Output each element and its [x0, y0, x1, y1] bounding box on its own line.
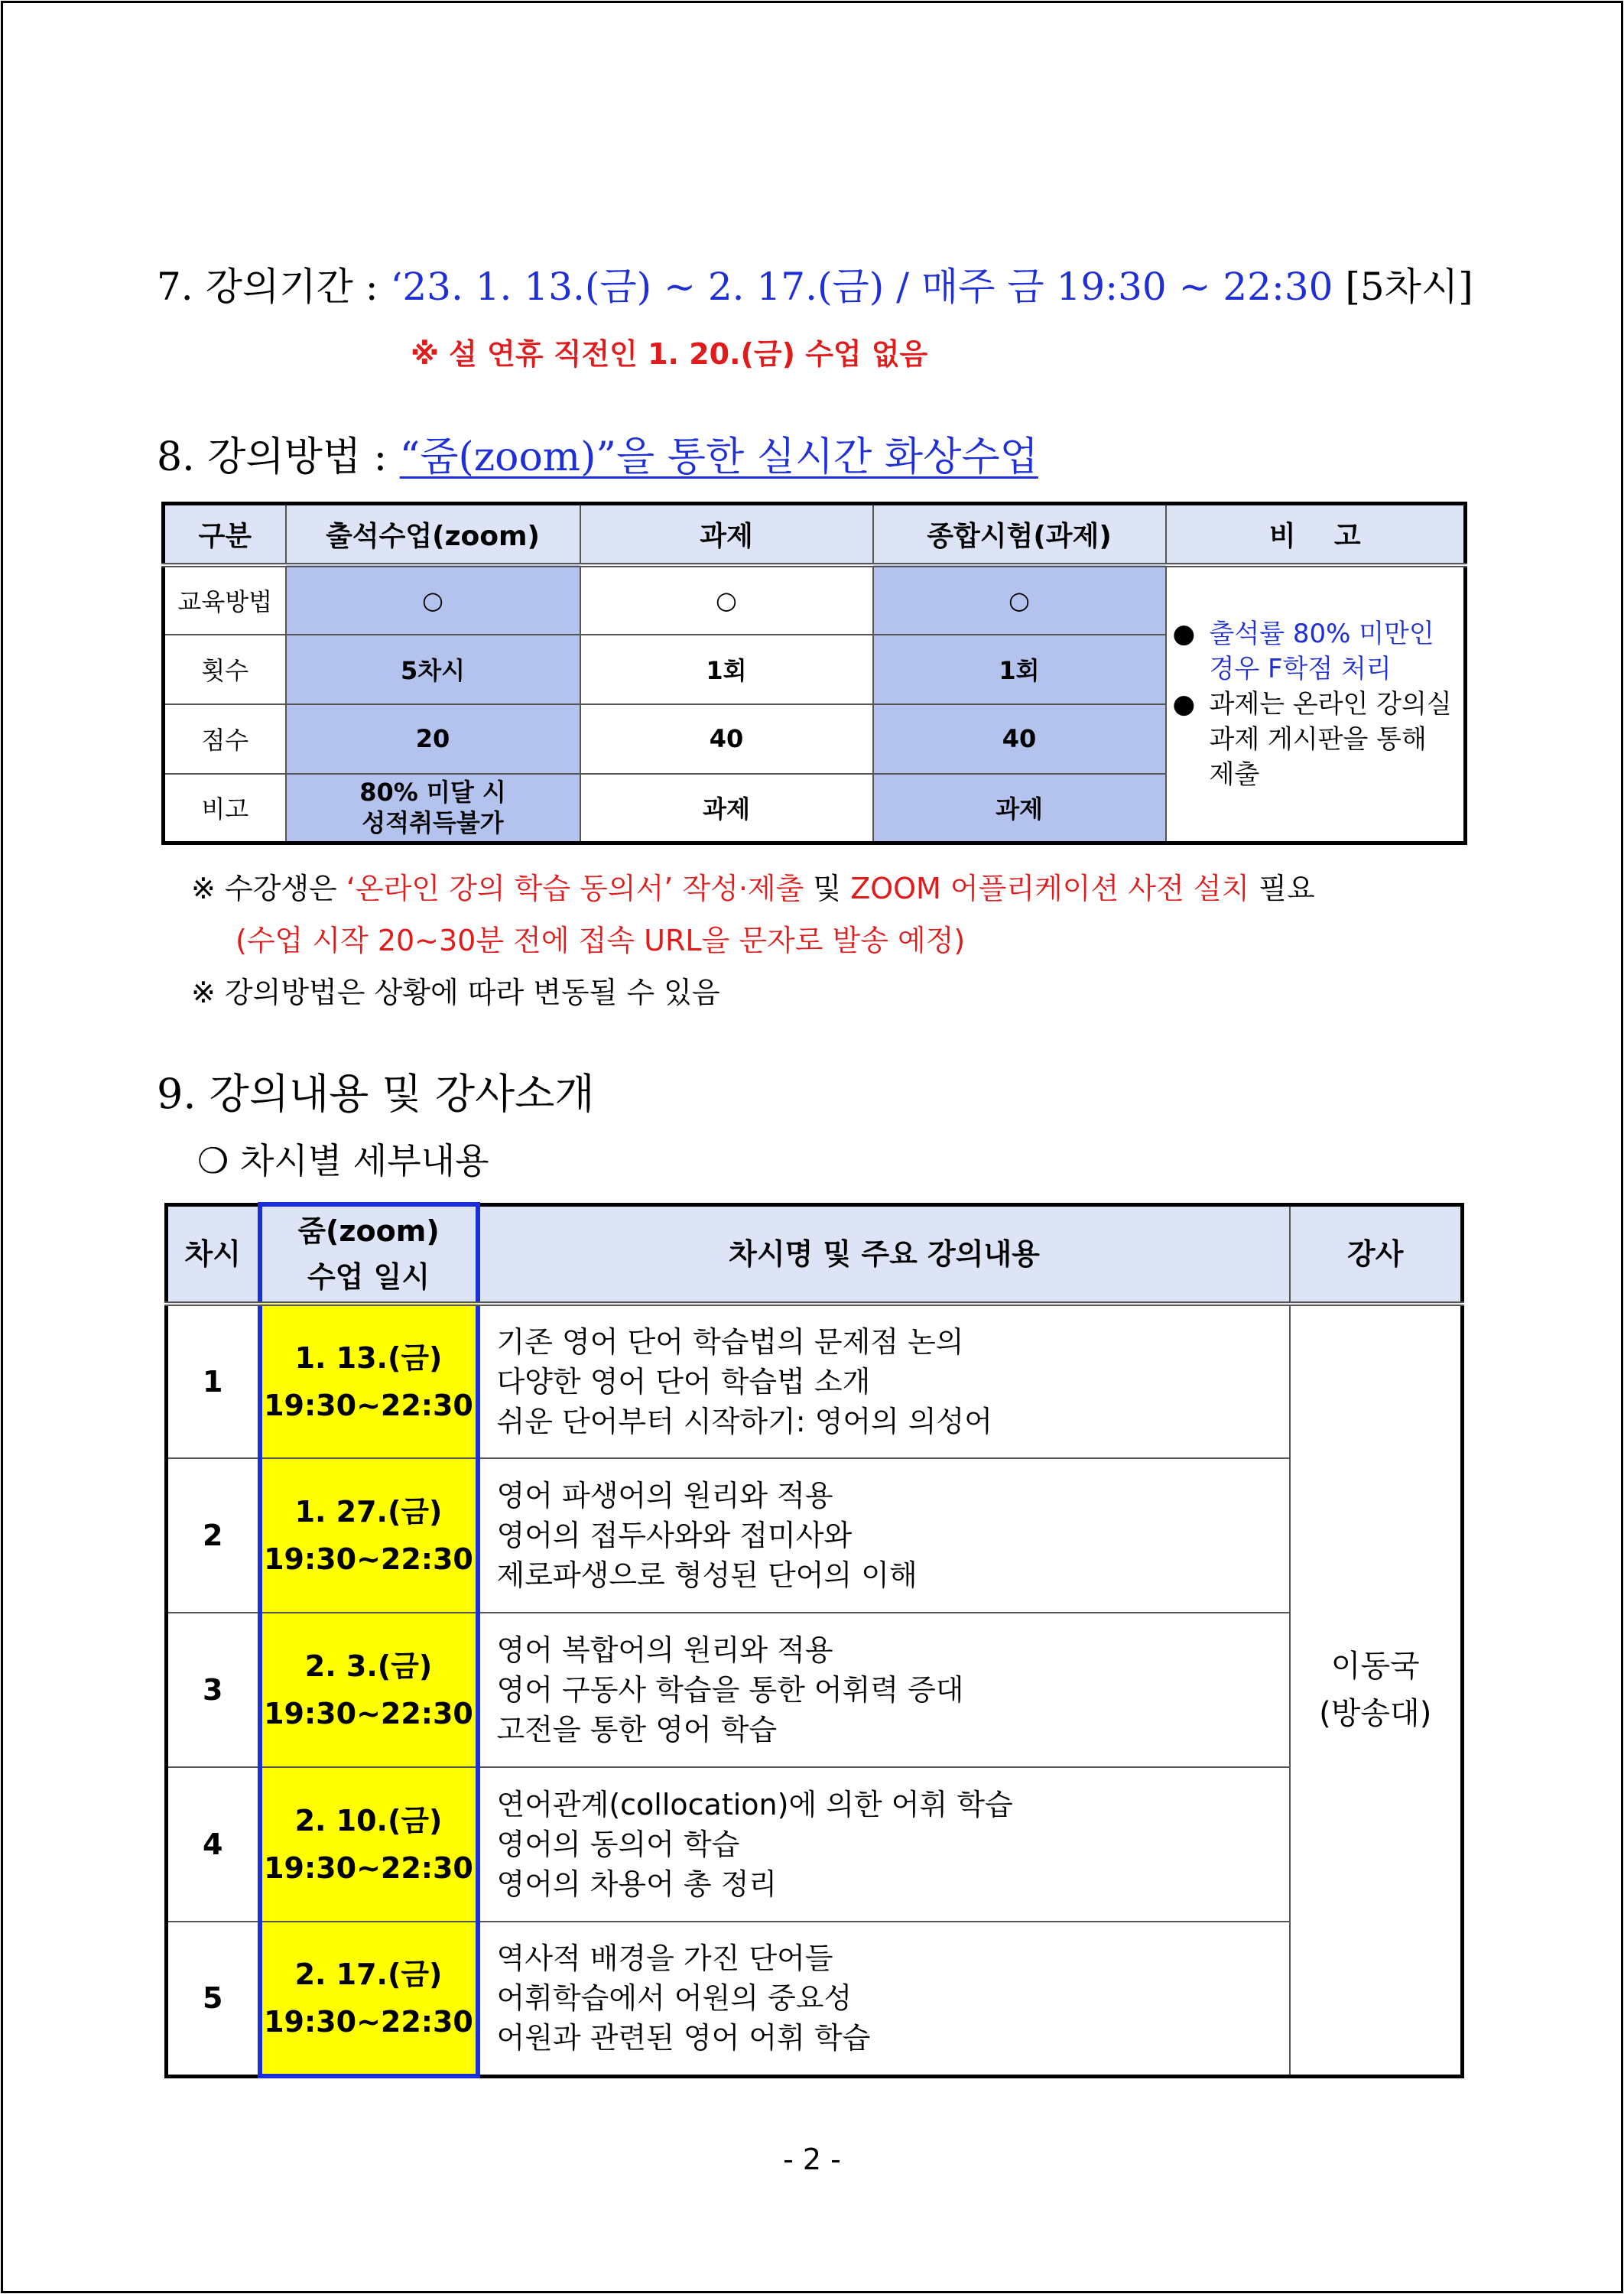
header-remarks: 비 고 — [1166, 504, 1466, 565]
header-assignment: 과제 — [580, 504, 873, 565]
cell-line: 성적취득불가 — [362, 808, 504, 838]
remark-item — [1173, 687, 1458, 792]
header-category: 구분 — [164, 504, 286, 565]
date-text: 1. 13.(금) — [294, 1341, 443, 1375]
header-line: 줌(zoom) — [297, 1214, 440, 1248]
content-line: 고전을 통한 영어 학습 — [496, 1713, 778, 1746]
session-content — [478, 1767, 1290, 1922]
session-number: 5 — [167, 1922, 260, 2076]
table-row — [164, 565, 1466, 635]
content-line: 어휘학습에서 어원의 중요성 — [496, 1981, 853, 2016]
header-session: 차시 — [167, 1204, 260, 1304]
remark-line: 제출 — [1209, 759, 1260, 790]
session-number: 3 — [167, 1613, 260, 1767]
note-1 — [191, 863, 1315, 915]
note-text: ※ 수강생은 — [191, 872, 346, 905]
schedule-table — [164, 1202, 1464, 2078]
note-1-line-2: (수업 시작 20~30분 전에 접속 URL을 문자로 발송 예정) — [235, 924, 966, 957]
header-content: 차시명 및 주요 강의내용 — [478, 1204, 1290, 1304]
remark-line: 출석률 80% 미만인 — [1209, 618, 1434, 649]
note-text: 필요 — [1249, 872, 1315, 905]
time-text: 19:30~22:30 — [264, 2005, 473, 2039]
remark-text — [1210, 616, 1434, 687]
session-date — [260, 1304, 478, 1458]
lecture-period: ‘23. 1. 13.(금) ~ 2. 17.(금) / 매주 금 19:30 ~ 22:30 — [390, 265, 1333, 309]
session-count: [5차시] — [1333, 265, 1473, 309]
remark-line: 경우 F학점 처리 — [1209, 653, 1392, 684]
bullet-icon: ● — [1172, 618, 1196, 649]
session-number: 4 — [167, 1767, 260, 1922]
header-line: 수업 일시 — [307, 1260, 430, 1294]
holiday-note: ※ 설 연휴 직전인 1. 20.(금) 수업 없음 — [411, 337, 928, 371]
teacher-cell — [1290, 1304, 1463, 2076]
time-text: 19:30~22:30 — [264, 1697, 473, 1730]
cell-attendance: ○ — [286, 565, 580, 635]
method-table-header — [164, 504, 1466, 565]
cell-assignment: 과제 — [580, 774, 873, 843]
content-line: 제로파생으로 형성된 단어의 이해 — [496, 1558, 918, 1592]
content-line: 연어관계(collocation)에 의한 어휘 학습 — [496, 1788, 1013, 1821]
bullet-icon: ● — [1172, 688, 1196, 720]
session-content — [478, 1458, 1290, 1613]
session-content — [478, 1304, 1290, 1458]
session-date — [260, 1922, 478, 2076]
content-line: 영어 구동사 학습을 통한 어휘력 증대 — [496, 1673, 964, 1707]
date-text: 2. 17.(금) — [294, 1958, 443, 1991]
session-number: 2 — [167, 1458, 260, 1613]
date-text: 2. 3.(금) — [304, 1649, 433, 1683]
content-line: 영어의 접두사와와 접미사와 — [496, 1519, 853, 1552]
section-8-label: 8. 강의방법 : — [157, 434, 400, 480]
note-highlight: ‘온라인 강의 학습 동의서’ 작성·제출 — [346, 872, 804, 905]
table-row — [167, 1613, 1463, 1767]
remark-line: 과제는 온라인 강의실 — [1209, 688, 1452, 720]
section-9-subheading: ❍ 차시별 세부내용 — [197, 1140, 489, 1181]
date-text: 1. 27.(금) — [294, 1495, 443, 1529]
cell-assignment: 40 — [580, 704, 873, 774]
content-line: 영어의 차용어 총 정리 — [496, 1867, 778, 1901]
section-7-label: 7. 강의기간 : — [157, 265, 391, 309]
page-number: - 2 - — [783, 2143, 841, 2176]
table-row — [167, 1767, 1463, 1922]
row-label: 교육방법 — [164, 565, 286, 635]
method-table — [161, 502, 1467, 845]
content-line: 기존 영어 단어 학습법의 문제점 논의 — [496, 1325, 964, 1359]
header-exam: 종합시험(과제) — [873, 504, 1166, 565]
teacher-name: 이동국 — [1330, 1649, 1420, 1685]
remark-text — [1210, 687, 1452, 792]
table-row — [167, 1304, 1463, 1458]
remarks-cell — [1166, 565, 1466, 843]
content-line: 역사적 배경을 가진 단어들 — [496, 1941, 833, 1976]
remark-item — [1173, 616, 1458, 687]
cell-exam: 1회 — [873, 635, 1166, 704]
table-row — [167, 1922, 1463, 2076]
schedule-table-header — [167, 1204, 1463, 1304]
session-date — [260, 1767, 478, 1922]
content-line: 다양한 영어 단어 학습법 소개 — [496, 1365, 871, 1399]
content-line: 쉬운 단어부터 시작하기: 영어의 의성어 — [496, 1405, 992, 1438]
row-label: 횟수 — [164, 635, 286, 704]
cell-attendance — [286, 774, 580, 843]
content-line: 영어의 동의어 학습 — [496, 1828, 740, 1861]
note-highlight: ZOOM 어플리케이션 사전 설치 — [850, 872, 1250, 905]
cell-line: 80% 미달 시 — [359, 778, 506, 807]
content-line: 어원과 관련된 영어 어휘 학습 — [496, 2021, 871, 2055]
session-content — [478, 1613, 1290, 1767]
row-label: 비고 — [164, 774, 286, 843]
content-line: 영어 파생어의 원리와 적용 — [496, 1479, 833, 1513]
header-teacher: 강사 — [1290, 1204, 1463, 1304]
session-date — [260, 1458, 478, 1613]
content-line: 영어 복합어의 원리와 적용 — [496, 1633, 833, 1667]
header-attendance: 출석수업(zoom) — [286, 504, 580, 565]
time-text: 19:30~22:30 — [264, 1542, 473, 1576]
note-2: ※ 강의방법은 상황에 따라 변동될 수 있음 — [191, 976, 720, 1009]
header-date — [260, 1204, 478, 1304]
lecture-method: “줌(zoom)”을 통한 실시간 화상수업 — [399, 434, 1038, 480]
date-text: 2. 10.(금) — [294, 1804, 443, 1837]
teacher-affiliation: (방송대) — [1319, 1696, 1432, 1732]
time-text: 19:30~22:30 — [264, 1389, 473, 1422]
method-notes — [191, 863, 1315, 1019]
cell-assignment: ○ — [580, 565, 873, 635]
section-9-heading: 9. 강의내용 및 강사소개 — [157, 1070, 595, 1118]
section-7-heading — [157, 256, 1473, 311]
cell-attendance: 20 — [286, 704, 580, 774]
cell-attendance: 5차시 — [286, 635, 580, 704]
cell-exam: ○ — [873, 565, 1166, 635]
cell-exam: 과제 — [873, 774, 1166, 843]
note-text: 및 — [804, 872, 851, 905]
cell-exam: 40 — [873, 704, 1166, 774]
session-date — [260, 1613, 478, 1767]
remark-line: 과제 게시판을 통해 — [1209, 723, 1427, 755]
session-content — [478, 1922, 1290, 2076]
cell-assignment: 1회 — [580, 635, 873, 704]
table-row — [167, 1458, 1463, 1613]
time-text: 19:30~22:30 — [264, 1851, 473, 1885]
section-8-heading — [157, 424, 1038, 482]
session-number: 1 — [167, 1304, 260, 1458]
row-label: 점수 — [164, 704, 286, 774]
